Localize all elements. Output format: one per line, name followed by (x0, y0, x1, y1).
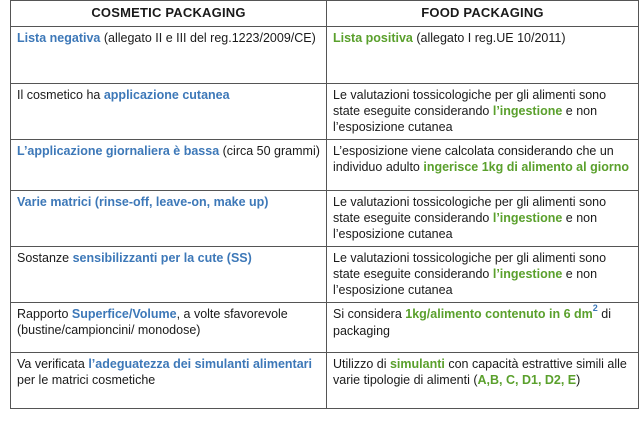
food-cell (327, 247, 639, 303)
cell-text-segment: (circa 50 grammi) (219, 144, 320, 158)
cell-text-segment: (allegato II e III del reg.1223/2009/CE) (100, 31, 316, 45)
table-row (11, 140, 639, 191)
cell-text-segment: applicazione cutanea (103, 88, 230, 102)
cell-text-segment: ingerisce 1kg di alimento al giorno (423, 160, 629, 174)
cell-text-segment: 2 (592, 303, 598, 313)
header-food: FOOD PACKAGING (327, 1, 639, 27)
cell-text-segment: l’ingestione (492, 267, 563, 281)
cell-text-segment: Sostanze (17, 251, 73, 265)
cosmetic-cell (11, 303, 327, 353)
cell-text-segment: e non l’esposizione cutanea (333, 104, 598, 134)
cell-text-segment: Rapporto (17, 307, 72, 321)
cell-text-segment: e non l’esposizione cutanea (333, 211, 598, 241)
cell-text-segment: A,B, C, D1, D2, E (477, 373, 577, 387)
food-cell (327, 303, 639, 353)
cosmetic-cell (11, 140, 327, 191)
cell-text-segment: l’ingestione (492, 211, 563, 225)
cell-text-segment: 1kg/alimento contenuto in 6 dm (405, 307, 593, 321)
cell-text-segment: con capacità estrattive simili alle varie tipologie di alimenti ( (333, 357, 627, 387)
cell-text-segment: Lista positiva (333, 31, 413, 45)
cell-text-segment: Va verificata (17, 357, 89, 371)
table-row (11, 191, 639, 247)
cell-text-segment: L’esposizione viene calcolata considerando che un individuo adulto (333, 144, 614, 174)
cell-text-segment: ) (576, 373, 581, 387)
comparison-table (10, 0, 639, 409)
cell-text-segment: sensibilizzanti per la cute (SS) (72, 251, 252, 265)
table-row (11, 247, 639, 303)
cell-text-segment: Le valutazioni tossicologiche per gli alimenti sono state eseguite considerando (333, 88, 607, 118)
cell-text-segment: L’applicazione giornaliera è bassa (17, 144, 220, 158)
cell-text-segment: simulanti (389, 357, 445, 371)
cell-text-segment: (allegato I reg.UE 10/2011) (412, 31, 566, 45)
cosmetic-cell (11, 353, 327, 409)
table-row (11, 84, 639, 140)
table-row (11, 353, 639, 409)
cosmetic-cell (11, 247, 327, 303)
cell-text-segment: l’adeguatezza dei simulanti alimentari (88, 357, 313, 371)
food-cell (327, 140, 639, 191)
cosmetic-cell (11, 84, 327, 140)
cell-text-segment: Superfice/Volume (71, 307, 177, 321)
cell-text-segment: Le valutazioni tossicologiche per gli alimenti sono state eseguite considerando (333, 251, 607, 281)
cell-text-segment: per le matrici cosmetiche (17, 373, 156, 387)
cell-text-segment: Le valutazioni tossicologiche per gli alimenti sono state eseguite considerando (333, 195, 607, 225)
food-cell (327, 353, 639, 409)
cell-text-segment: Si considera (333, 307, 406, 321)
food-cell (327, 84, 639, 140)
table-row (11, 27, 639, 84)
cell-text-segment: di packaging (333, 307, 612, 338)
food-cell (327, 191, 639, 247)
header-cosmetic: COSMETIC PACKAGING (11, 1, 327, 27)
food-cell (327, 27, 639, 84)
table-row (11, 303, 639, 353)
cell-text-segment: , a volte sfavorevole (bustine/campioncini/ monodose) (17, 307, 288, 337)
header-row (11, 1, 639, 27)
cosmetic-cell (11, 191, 327, 247)
cell-text-segment: l’ingestione (492, 104, 563, 118)
cell-text-segment: Lista negativa (17, 31, 101, 45)
cell-text-segment: Il cosmetico ha (17, 88, 104, 102)
cosmetic-cell (11, 27, 327, 84)
cell-text-segment: Utilizzo di (333, 357, 390, 371)
cell-text-segment: Varie matrici (rinse-off, leave-on, make up) (17, 195, 269, 209)
cell-text-segment: e non l’esposizione cutanea (333, 267, 598, 297)
